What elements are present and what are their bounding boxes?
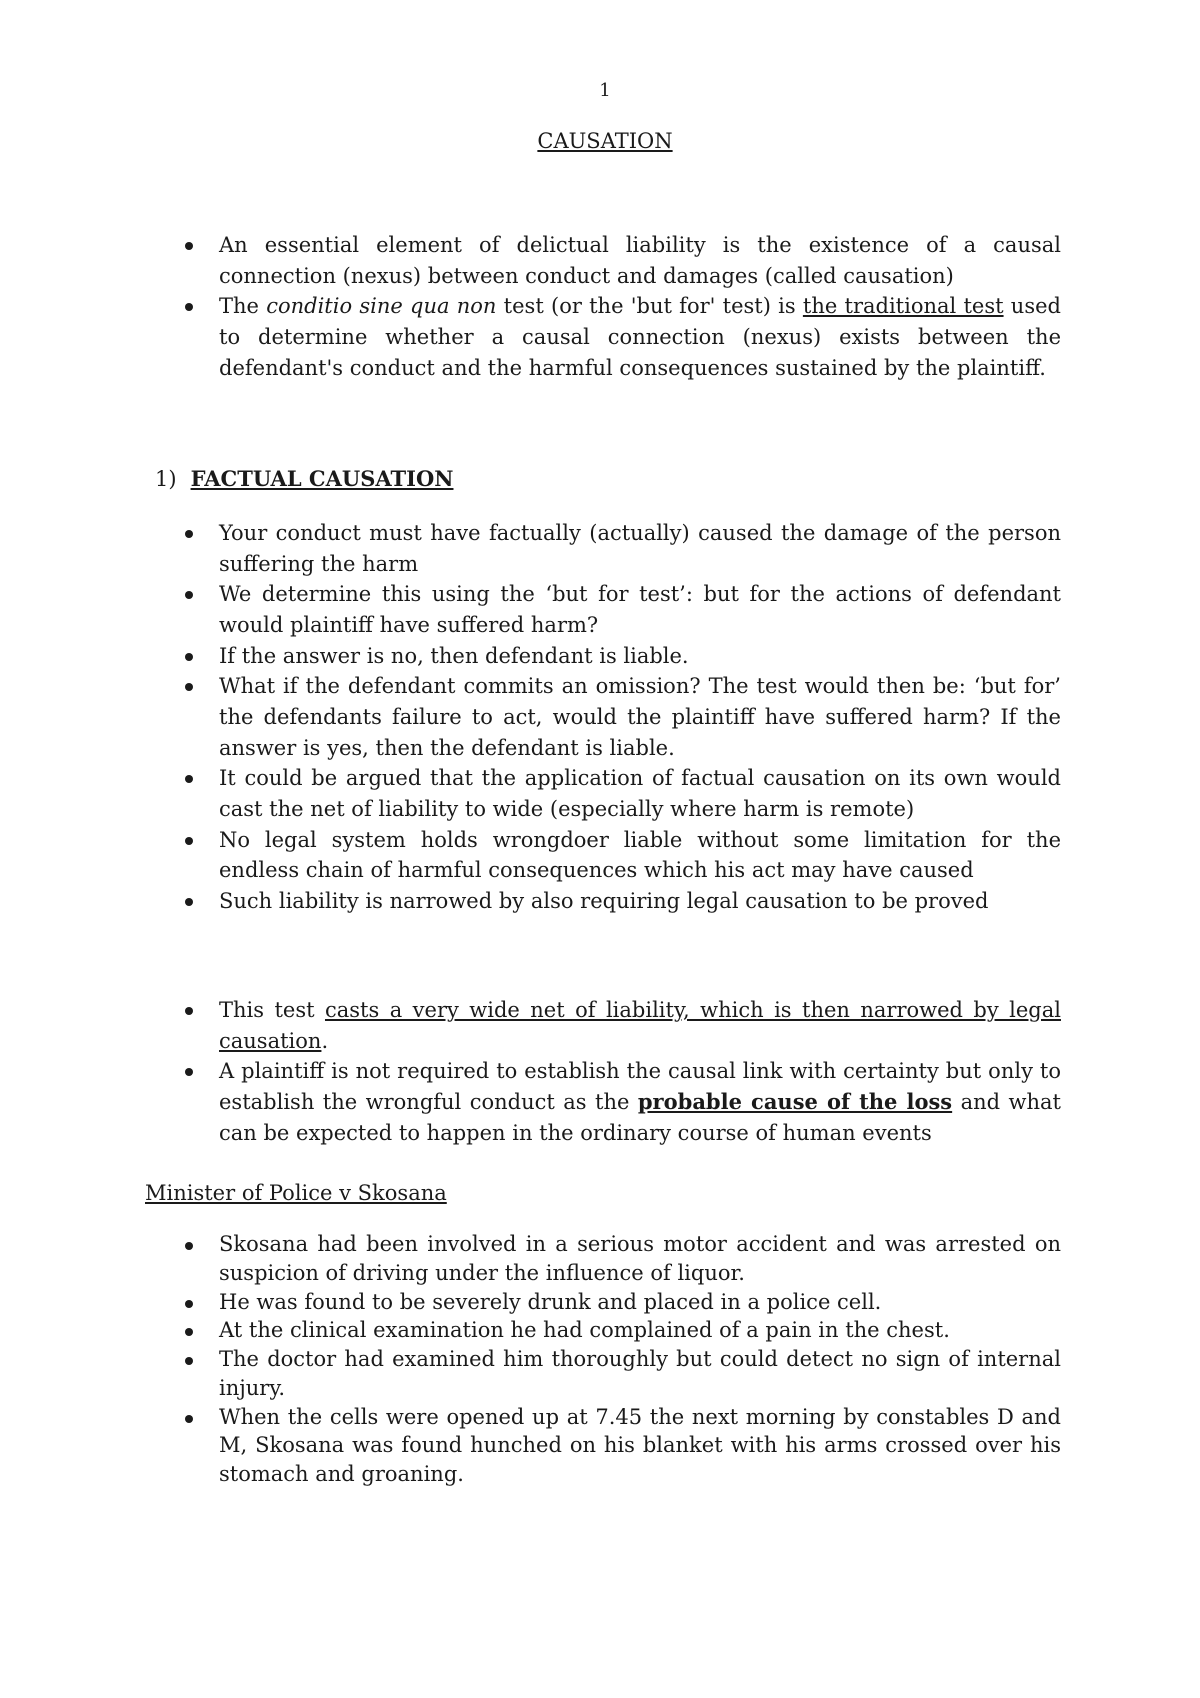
list-item: We determine this using the ‘but for test’: but for the actions of defendant would plaintiff have suffered harm? [219,579,1061,640]
bold-underlined-phrase: probable cause of the loss [637,1088,953,1114]
list-item: Skosana had been involved in a serious motor accident and was arrested on suspicion of driving under the influence of liquor. [219,1230,1061,1288]
list-item: It could be argued that the application of factual causation on its own would cast the net of liability to wide (especially where harm is remote) [219,763,1061,824]
list-item [219,995,1061,1056]
section-number: 1) [155,467,177,491]
factual-causation-list-continued [0,995,1200,1148]
list-item: He was found to be severely drunk and placed in a police cell. [219,1288,1061,1317]
text-run: . [321,1028,329,1053]
text-run: The [219,294,267,319]
text-run: test (or the 'but for' test) is [496,294,803,319]
list-item: Such liability is narrowed by also requiring legal causation to be proved [219,886,1061,917]
text-run: used to determine whether a causal connection (nexus) exists between the defendant's conduct and the harmful consequences sustained by the plaintiff. [219,294,1061,380]
list-item: When the cells were opened up at 7.45 the next morning by constables D and M, Skosana was found hunched on his blanket with his arms crossed over his stomach and groaning. [219,1403,1061,1489]
page-title: CAUSATION [537,129,673,153]
list-item: Your conduct must have factually (actually) caused the damage of the person suffering the harm [219,518,1061,579]
underlined-phrase: casts a very wide net of liability, which is then narrowed by legal causation [219,998,1061,1053]
list-item: The doctor had examined him thoroughly but could detect no sign of internal injury. [219,1345,1061,1403]
underlined-term: the traditional test [802,294,1004,319]
page-number: 1 [599,80,611,101]
section-heading [155,464,453,495]
list-item: An essential element of delictual liability is the existence of a causal connection (nexus) between conduct and damages (called causation) [219,230,1061,291]
list-item: No legal system holds wrongdoer liable without some limitation for the endless chain of harmful consequences which his act may have caused [219,825,1061,886]
section-heading-label: FACTUAL CAUSATION [190,466,454,491]
text-run: This test [219,998,325,1022]
list-item: What if the defendant commits an omission? The test would then be: ‘but for’ the defendants failure to act, would the plaintiff have suffered harm? If the answer is yes, then the defendant is liable. [219,671,1061,763]
case-title: Minister of Police v Skosana [145,1181,447,1205]
intro-list [0,230,1200,383]
italic-term: conditio sine qua non [266,294,497,319]
list-item: At the clinical examination he had complained of a pain in the chest. [219,1316,1061,1345]
list-item [219,291,1061,383]
text-run: A plaintiff is not required to establish the causal link with certainty but only to establish the wrongful conduct as the [219,1059,1061,1114]
text-run: and what can be expected to happen in the ordinary course of human events [219,1089,1061,1145]
factual-causation-list [0,518,1200,917]
list-item: If the answer is no, then defendant is liable. [219,641,1061,672]
list-item [219,1056,1061,1148]
case-facts-list [0,1230,1200,1489]
